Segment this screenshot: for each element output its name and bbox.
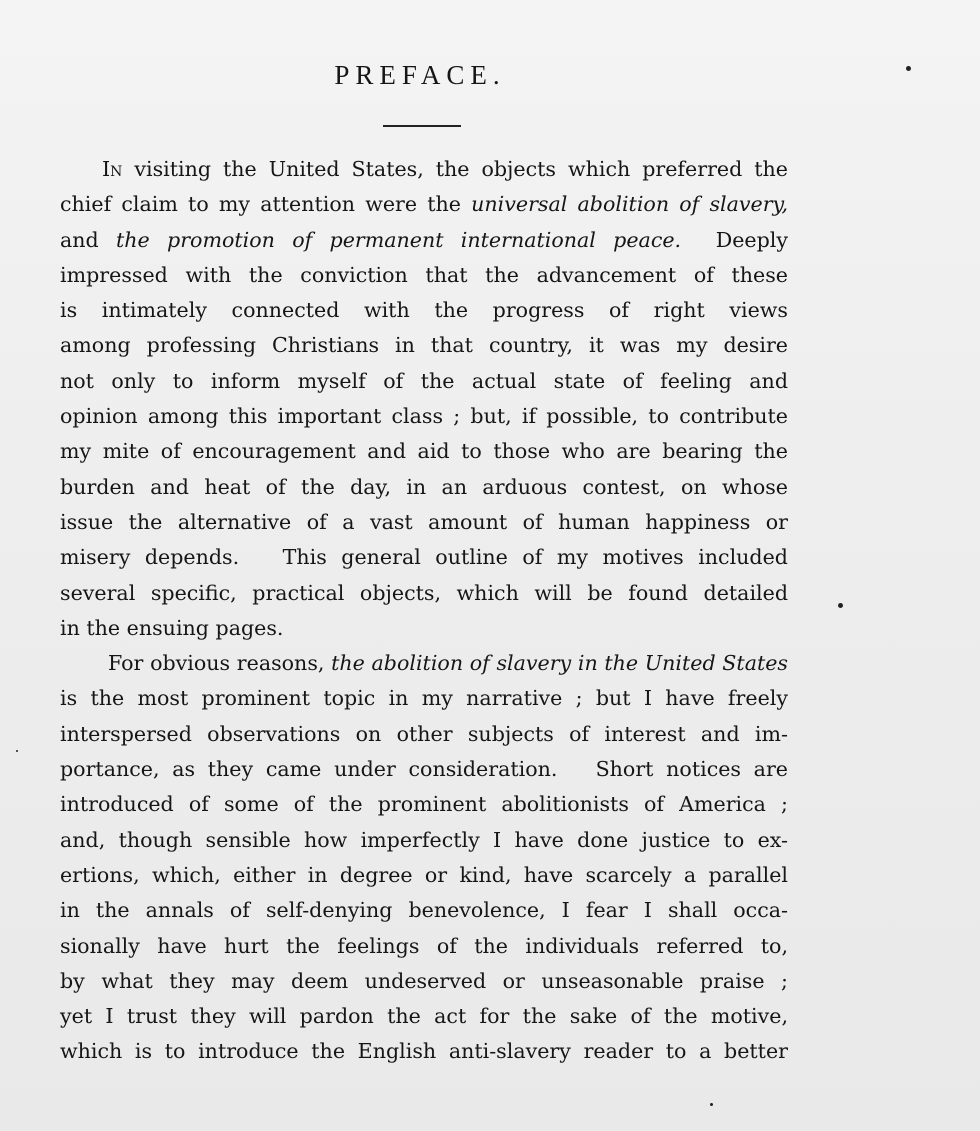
text-line: which is to introduce the English anti-slavery reader to a better [60,1039,788,1064]
text-line: among professing Christians in that country, it was my desire [60,333,788,358]
scan-speck [16,750,18,752]
text-line: by what they may deem undeserved or unseasonable praise ; [60,968,788,993]
text-line: portance, as they came under consideration. Short notices are [60,757,788,782]
text-line: several specific, practical objects, which will be found detailed [60,580,788,605]
text-line [60,223,788,258]
text-line: and, though sensible how imperfectly I have done justice to ex- [60,827,788,852]
text-line: impressed with the conviction that the advancement of these [60,262,788,287]
text-line: issue the alternative of a vast amount of human happiness or [60,509,788,534]
text-line: ertions, which, either in degree or kind, have scarcely a parallel [60,862,788,887]
text-line: my mite of encouragement and aid to those who are bearing the [60,439,788,464]
scan-speck [710,1103,713,1106]
text-line: is the most prominent topic in my narrative ; but I have freely [60,686,788,711]
text-line: in the ensuing pages. [60,615,284,640]
body-text [60,152,788,1070]
text-line: in the annals of self-denying benevolence, I fear I shall occa- [60,898,788,923]
text-line: interspersed observations on other subjects of interest and im- [60,721,788,746]
line-text: Deeply [681,227,788,252]
text-line: is intimately connected with the progress of right views [60,298,788,323]
title-rule [383,125,461,127]
line-text: For obvious reasons, [108,651,332,676]
text-line: misery depends. This general outline of my motives included [60,545,788,570]
line-text: chief claim to my attention were the [60,192,472,217]
scan-speck [838,603,843,608]
text-line: opinion among this important class ; but, if possible, to contribute [60,404,788,429]
text-line: yet I trust they will pardon the act for the sake of the motive, [60,1004,788,1029]
line-text: visiting the United States, the objects which preferred the [122,157,788,181]
line-italic: the promotion of permanent international peace. [116,227,682,252]
text-line [60,187,788,222]
text-line: burden and heat of the day, in an arduous contest, on whose [60,474,788,499]
text-line: not only to inform myself of the actual state of feeling and [60,368,788,393]
text-line [60,152,788,187]
text-line: sionally have hurt the feelings of the individuals referred to, [60,933,788,958]
page-title: PREFACE. [334,60,506,90]
line-italic: the abolition of slavery in the United States [331,651,789,676]
text-line [60,646,788,681]
scan-speck [906,66,911,71]
line-text: and [60,227,117,252]
text-line: introduced of some of the prominent abolitionists of America ; [60,792,788,817]
drop-word: In [102,157,123,181]
line-italic: universal abolition of slavery, [471,192,788,217]
